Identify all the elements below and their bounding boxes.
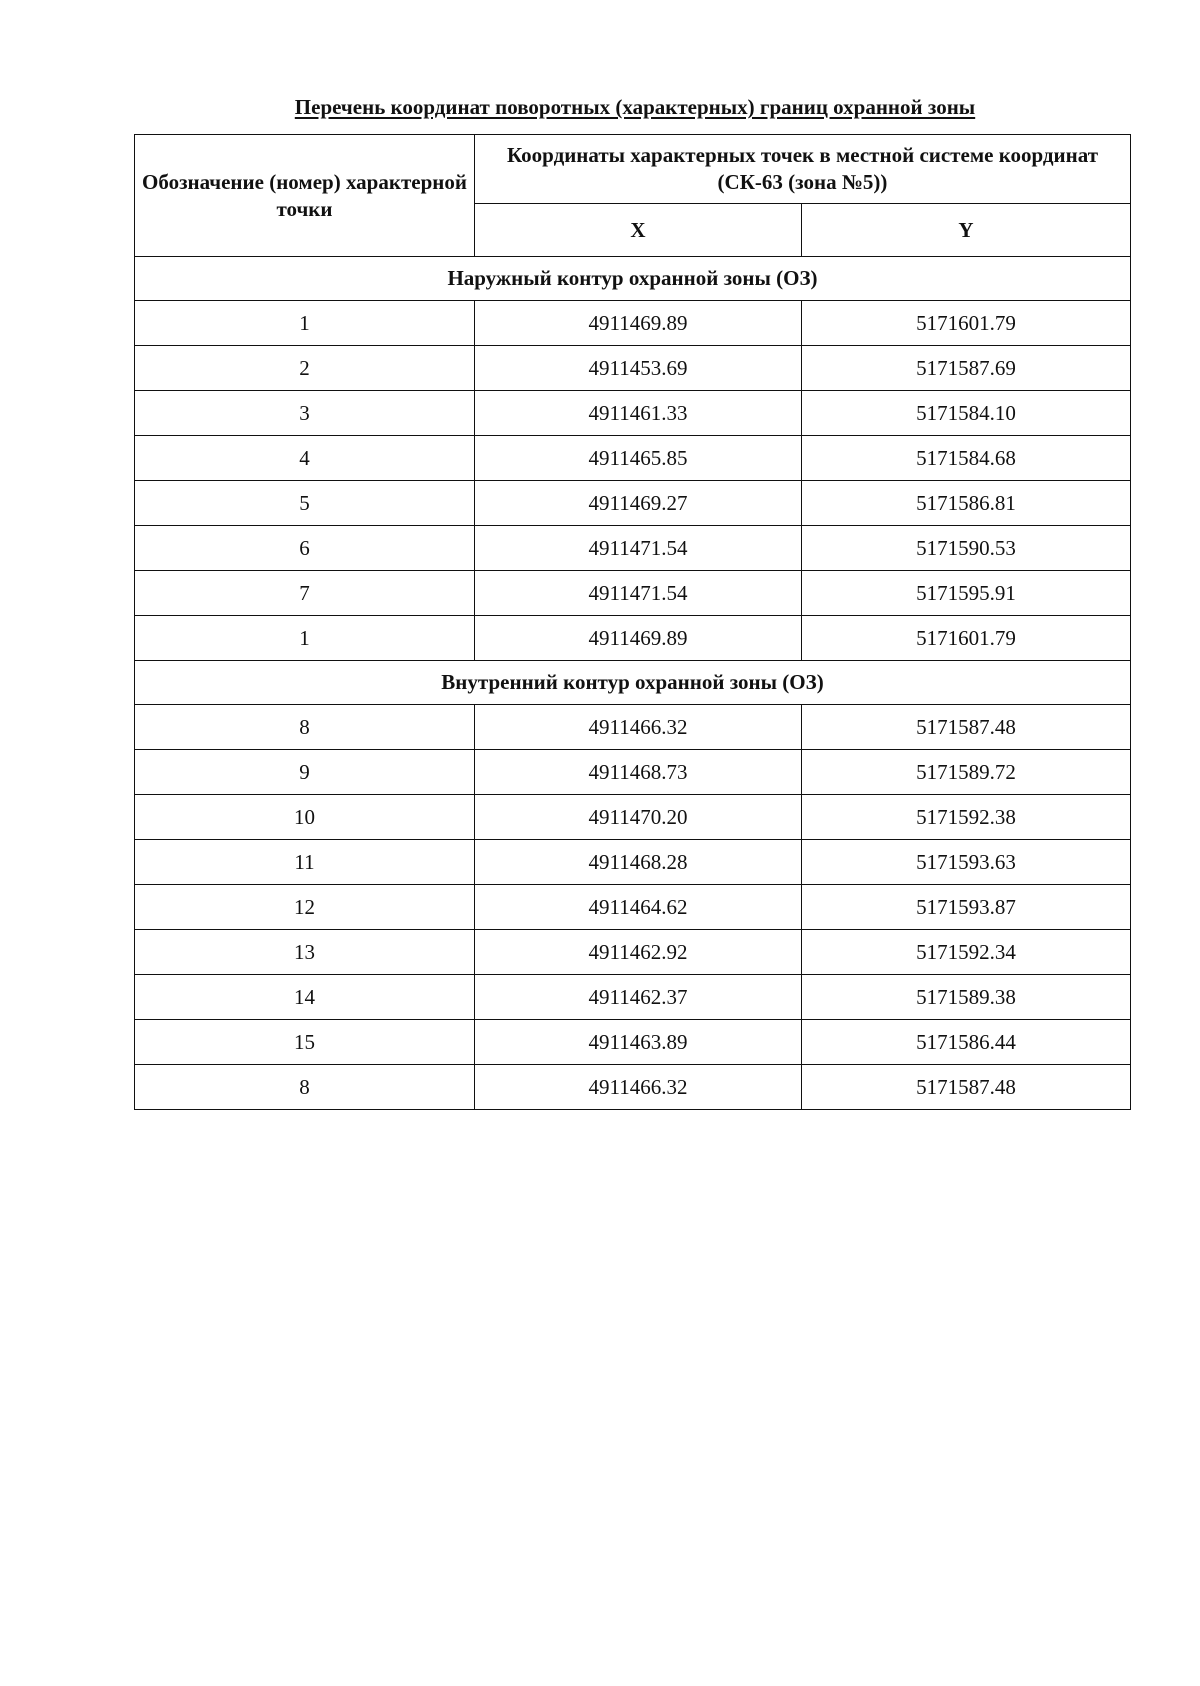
point-number: 7 <box>135 571 475 616</box>
header-coordinates: Координаты характерных точек в местной системе координат (СК-63 (зона №5)) <box>475 135 1131 204</box>
point-y: 5171601.79 <box>802 616 1131 661</box>
point-x: 4911471.54 <box>475 571 802 616</box>
table-row <box>135 750 1131 795</box>
point-y: 5171595.91 <box>802 571 1131 616</box>
table-row <box>135 391 1131 436</box>
coordinates-table <box>134 134 1131 1110</box>
section-row-outer <box>135 257 1131 301</box>
point-y: 5171589.72 <box>802 750 1131 795</box>
table-row <box>135 301 1131 346</box>
point-y: 5171593.87 <box>802 885 1131 930</box>
point-y: 5171593.63 <box>802 840 1131 885</box>
point-y: 5171590.53 <box>802 526 1131 571</box>
point-x: 4911469.89 <box>475 301 802 346</box>
point-number: 15 <box>135 1020 475 1065</box>
point-number: 11 <box>135 840 475 885</box>
section-row-inner <box>135 661 1131 705</box>
table-row <box>135 930 1131 975</box>
point-x: 4911469.27 <box>475 481 802 526</box>
header-point-number: Обозначение (номер) характерной точки <box>135 135 475 257</box>
point-x: 4911466.32 <box>475 705 802 750</box>
point-number: 10 <box>135 795 475 840</box>
point-number: 2 <box>135 346 475 391</box>
point-number: 13 <box>135 930 475 975</box>
point-x: 4911464.62 <box>475 885 802 930</box>
point-x: 4911468.73 <box>475 750 802 795</box>
table-row <box>135 1020 1131 1065</box>
table-row <box>135 840 1131 885</box>
point-number: 1 <box>135 301 475 346</box>
outer-contour-section <box>135 257 1131 661</box>
point-x: 4911466.32 <box>475 1065 802 1110</box>
point-x: 4911469.89 <box>475 616 802 661</box>
table-row <box>135 571 1131 616</box>
point-number: 5 <box>135 481 475 526</box>
point-y: 5171587.48 <box>802 1065 1131 1110</box>
table-row <box>135 526 1131 571</box>
point-number: 4 <box>135 436 475 481</box>
point-y: 5171586.81 <box>802 481 1131 526</box>
point-y: 5171587.69 <box>802 346 1131 391</box>
point-x: 4911462.37 <box>475 975 802 1020</box>
table-row <box>135 795 1131 840</box>
point-x: 4911462.92 <box>475 930 802 975</box>
point-x: 4911461.33 <box>475 391 802 436</box>
point-number: 12 <box>135 885 475 930</box>
point-number: 8 <box>135 705 475 750</box>
table-row <box>135 1065 1131 1110</box>
point-y: 5171587.48 <box>802 705 1131 750</box>
table-row <box>135 705 1131 750</box>
inner-contour-section <box>135 661 1131 1110</box>
point-y: 5171584.10 <box>802 391 1131 436</box>
point-number: 14 <box>135 975 475 1020</box>
point-number: 9 <box>135 750 475 795</box>
point-number: 1 <box>135 616 475 661</box>
point-y: 5171601.79 <box>802 301 1131 346</box>
point-number: 3 <box>135 391 475 436</box>
point-x: 4911471.54 <box>475 526 802 571</box>
table-row <box>135 975 1131 1020</box>
point-y: 5171584.68 <box>802 436 1131 481</box>
point-y: 5171592.34 <box>802 930 1131 975</box>
point-number: 6 <box>135 526 475 571</box>
point-x: 4911465.85 <box>475 436 802 481</box>
point-number: 8 <box>135 1065 475 1110</box>
point-y: 5171592.38 <box>802 795 1131 840</box>
table-row <box>135 616 1131 661</box>
point-x: 4911470.20 <box>475 795 802 840</box>
header-y: Y <box>802 204 1131 257</box>
table-row <box>135 436 1131 481</box>
point-y: 5171586.44 <box>802 1020 1131 1065</box>
header-x: X <box>475 204 802 257</box>
inner-contour-label: Внутренний контур охранной зоны (ОЗ) <box>135 661 1131 705</box>
point-x: 4911453.69 <box>475 346 802 391</box>
document-title: Перечень координат поворотных (характерных) границ охранной зоны <box>294 95 976 119</box>
outer-contour-label: Наружный контур охранной зоны (ОЗ) <box>135 257 1131 301</box>
table-row <box>135 481 1131 526</box>
point-y: 5171589.38 <box>802 975 1131 1020</box>
point-x: 4911468.28 <box>475 840 802 885</box>
table-row <box>135 885 1131 930</box>
point-x: 4911463.89 <box>475 1020 802 1065</box>
table-row <box>135 346 1131 391</box>
